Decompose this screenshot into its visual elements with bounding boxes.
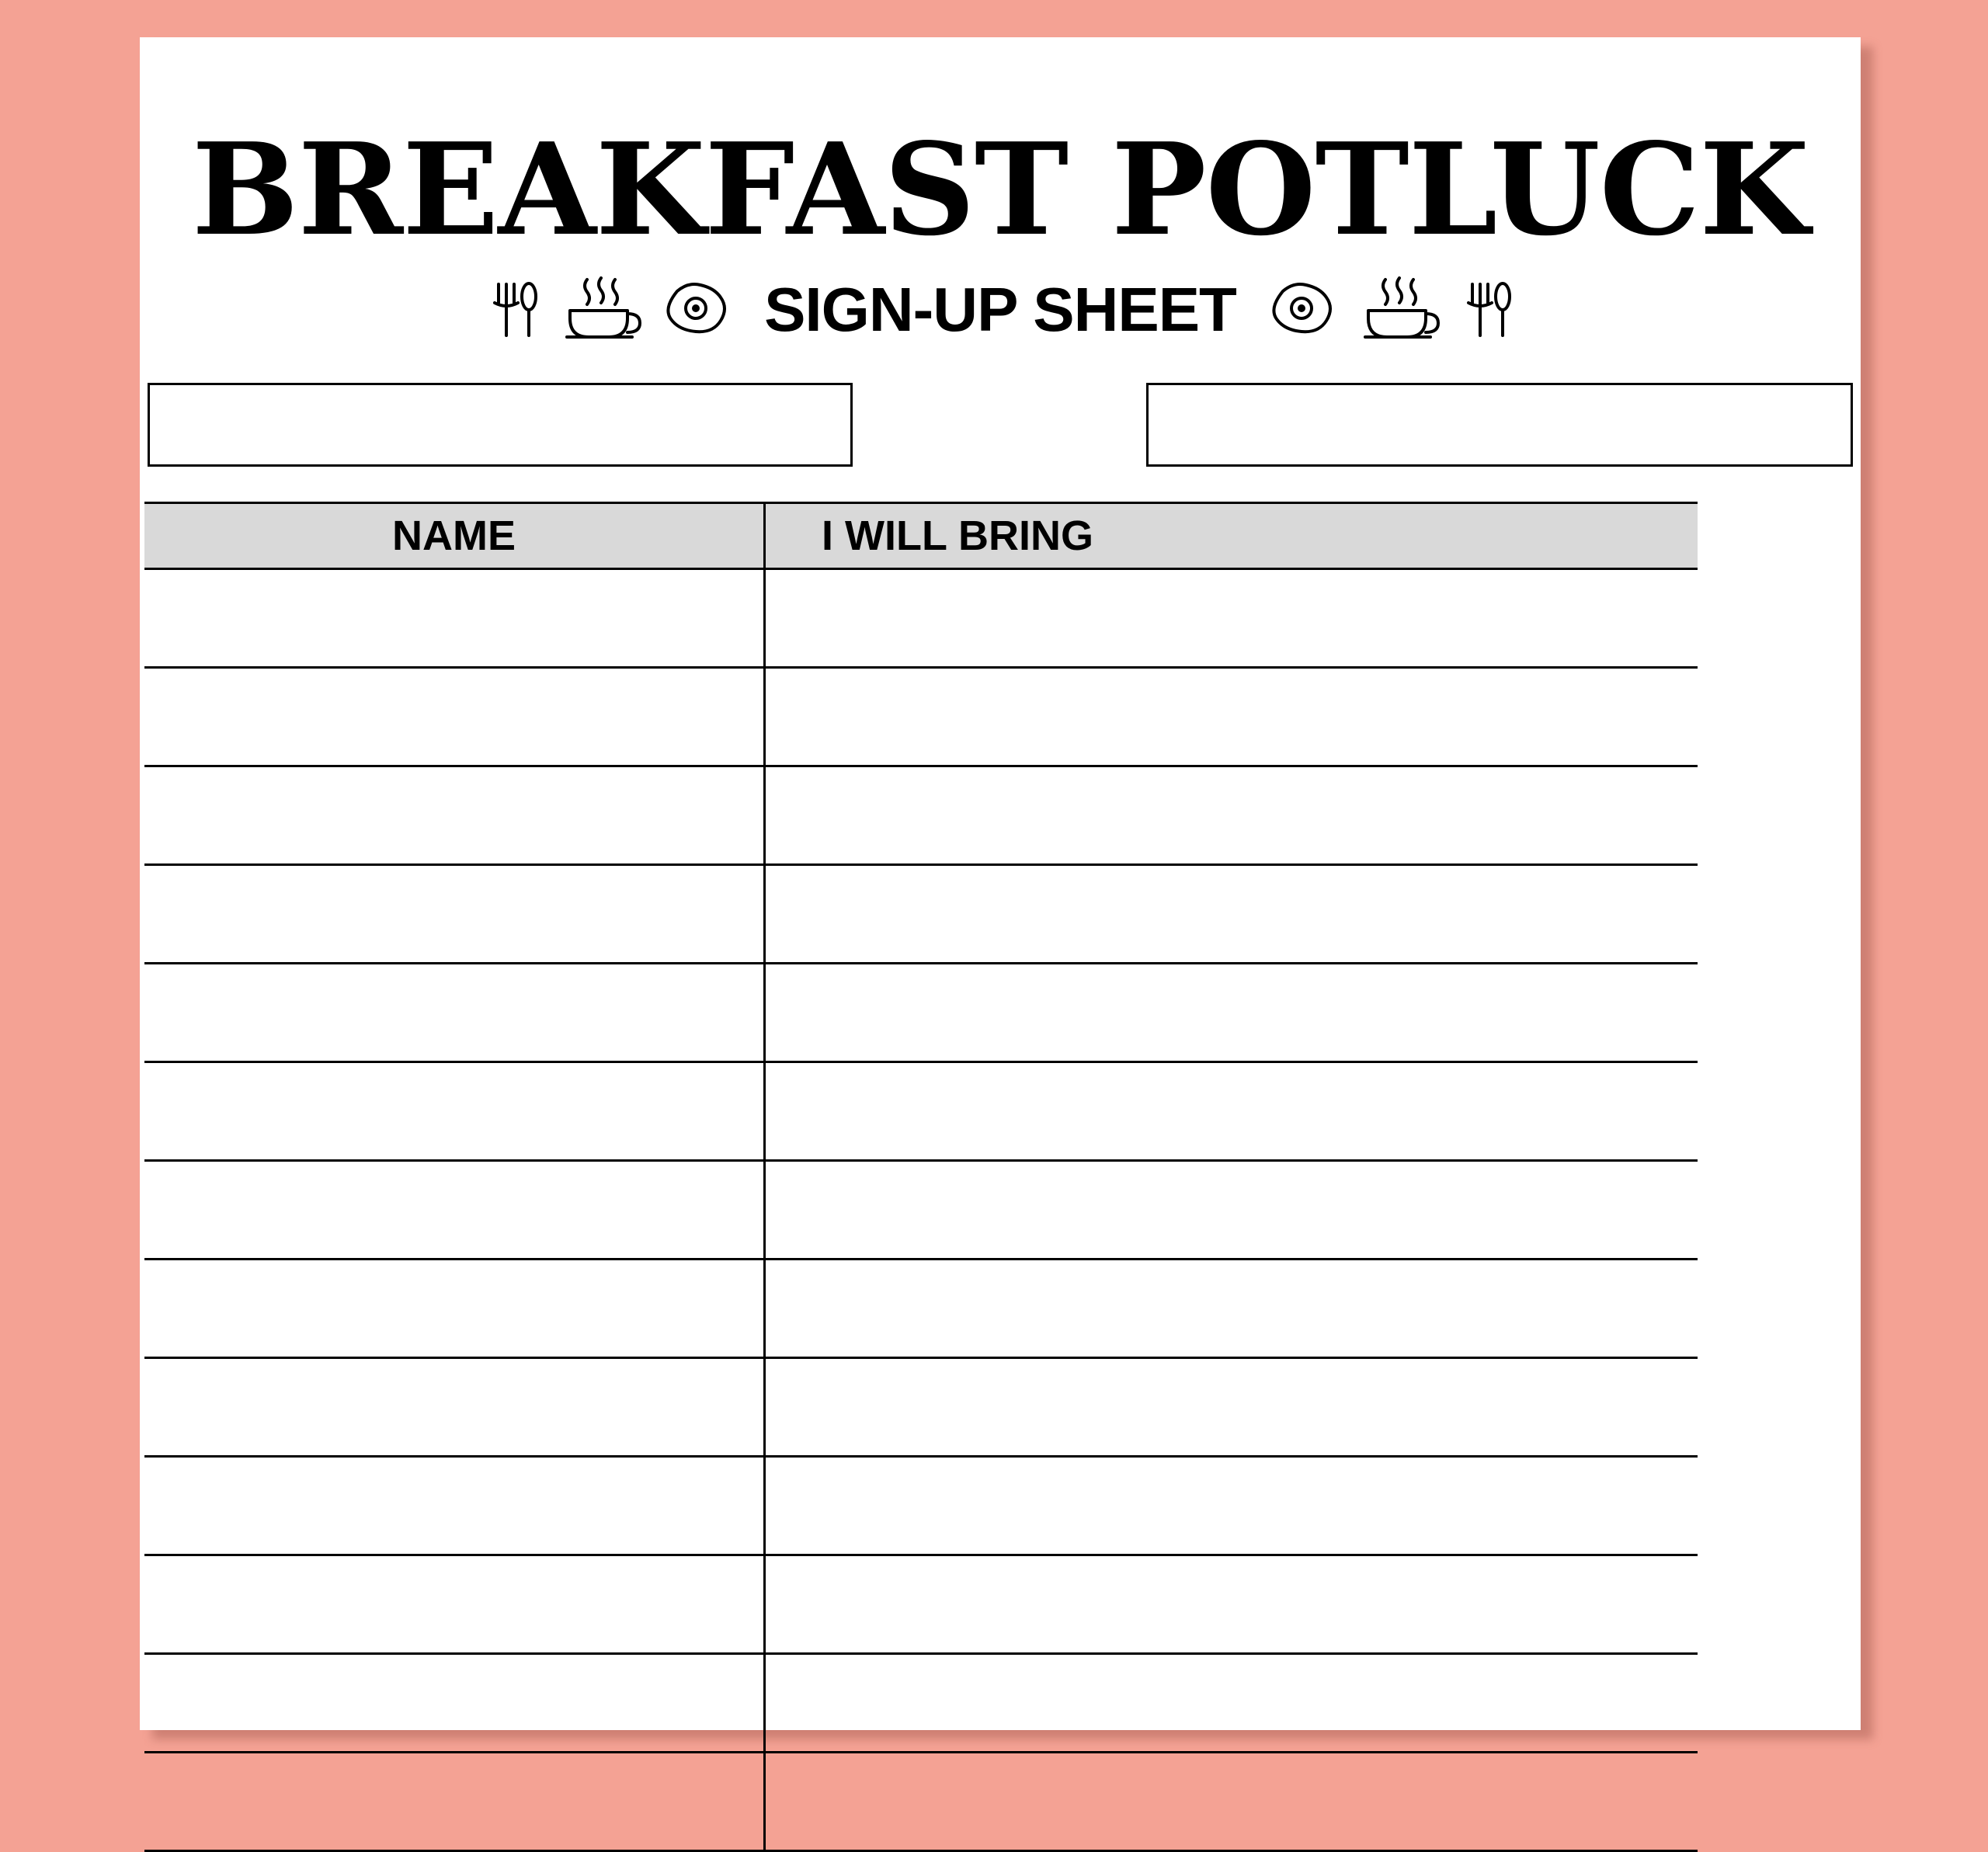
cell-bring[interactable]	[766, 1063, 1698, 1159]
cell-name[interactable]	[144, 1753, 766, 1850]
page-subtitle: SIGN-UP SHEET	[764, 274, 1236, 344]
table-row	[144, 1260, 1698, 1359]
fork-knife-icon	[1460, 280, 1514, 340]
cell-bring[interactable]	[766, 669, 1698, 765]
cell-name[interactable]	[144, 964, 766, 1061]
cell-name[interactable]	[144, 1063, 766, 1159]
cell-bring[interactable]	[766, 866, 1698, 962]
event-detail-field-right[interactable]	[1146, 383, 1853, 467]
table-row	[144, 1556, 1698, 1655]
cell-name[interactable]	[144, 1359, 766, 1455]
cell-name[interactable]	[144, 1162, 766, 1258]
table-row	[144, 570, 1698, 669]
cell-name[interactable]	[144, 669, 766, 765]
top-fields-row	[140, 383, 1861, 467]
coffee-cup-icon	[1359, 276, 1440, 343]
cell-name[interactable]	[144, 1556, 766, 1652]
cell-bring[interactable]	[766, 1458, 1698, 1554]
table-row	[144, 866, 1698, 964]
table-row	[144, 1063, 1698, 1162]
cell-name[interactable]	[144, 866, 766, 962]
page-title: BREAKFAST POTLUCK	[191, 116, 1809, 264]
table-row	[144, 669, 1698, 767]
title-block	[140, 37, 1861, 346]
column-header-name: NAME	[144, 504, 766, 568]
table-row	[144, 1655, 1698, 1753]
cell-name[interactable]	[144, 1260, 766, 1357]
cell-bring[interactable]	[766, 1655, 1698, 1751]
cell-bring[interactable]	[766, 1753, 1698, 1850]
cell-bring[interactable]	[766, 1359, 1698, 1455]
table-row	[144, 1753, 1698, 1852]
table-row	[144, 1359, 1698, 1458]
fried-egg-icon	[662, 279, 733, 341]
cell-name[interactable]	[144, 767, 766, 863]
table-row	[144, 1458, 1698, 1556]
cell-bring[interactable]	[766, 767, 1698, 863]
printable-sheet	[140, 37, 1861, 1730]
cell-name[interactable]	[144, 570, 766, 666]
table-row	[144, 767, 1698, 866]
column-header-bring: I WILL BRING	[822, 512, 1093, 559]
fried-egg-icon	[1267, 279, 1339, 341]
table-row	[144, 1162, 1698, 1260]
cell-bring[interactable]	[766, 1162, 1698, 1258]
coffee-cup-icon	[561, 276, 641, 343]
cell-name[interactable]	[144, 1655, 766, 1751]
signup-table	[144, 502, 1698, 1852]
cell-name[interactable]	[144, 1458, 766, 1554]
subtitle-row	[140, 274, 1861, 346]
cell-bring[interactable]	[766, 570, 1698, 666]
table-header-row	[144, 504, 1698, 570]
event-detail-field-left[interactable]	[148, 383, 853, 467]
cell-bring[interactable]	[766, 964, 1698, 1061]
table-row	[144, 964, 1698, 1063]
cell-bring[interactable]	[766, 1260, 1698, 1357]
fork-knife-icon	[486, 280, 540, 340]
cell-bring[interactable]	[766, 1556, 1698, 1652]
